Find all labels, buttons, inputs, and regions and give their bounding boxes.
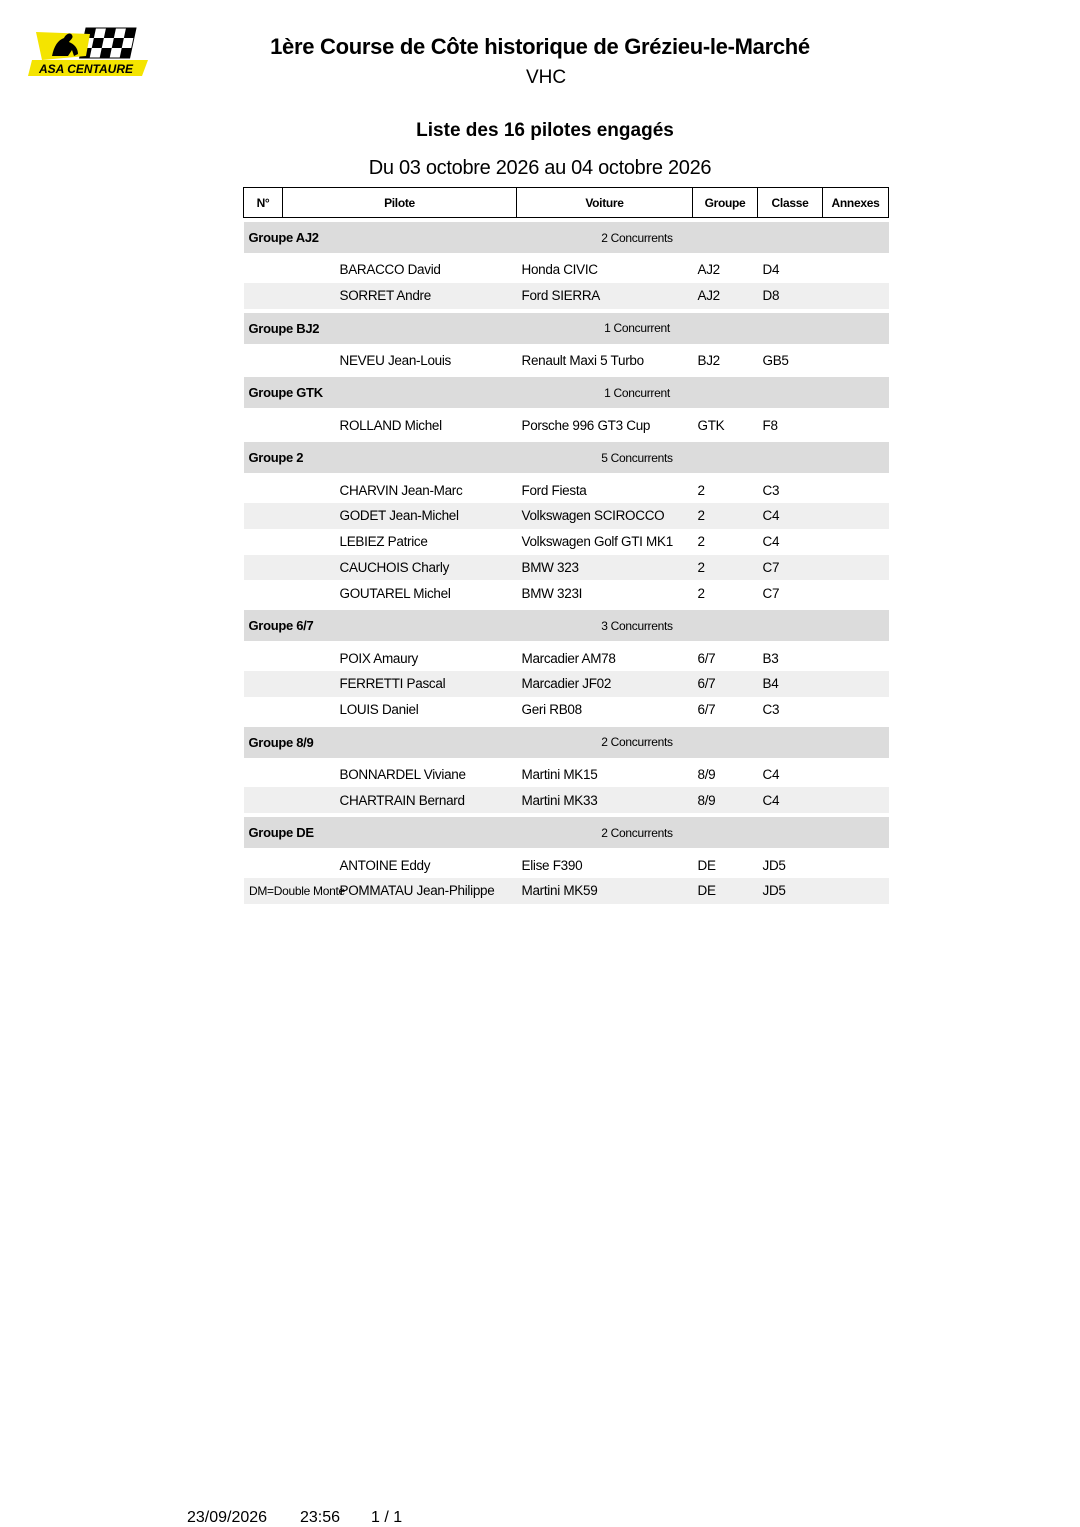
cell-annexes	[823, 580, 889, 606]
cell-groupe: 2	[693, 555, 758, 581]
table-row	[244, 787, 889, 813]
page-subtitle: VHC	[525, 67, 567, 88]
footer-date: 23/09/2026	[187, 1509, 268, 1526]
cell-number	[244, 645, 283, 671]
group-count: 2 Concurrents	[517, 222, 758, 253]
cell-pilote: ROLLAND Michel	[339, 417, 442, 433]
cell-voiture: Marcadier AM78	[521, 650, 616, 666]
cell-annexes	[823, 697, 889, 723]
col-header-classe: Classe	[758, 188, 823, 218]
cell-classe: C3	[762, 482, 780, 498]
cell-number	[244, 787, 283, 813]
table-row	[244, 283, 889, 309]
cell-groupe: 2	[697, 482, 705, 498]
cell-number	[244, 348, 283, 374]
entries-table	[243, 187, 888, 904]
group-count: 1 Concurrent	[517, 377, 758, 408]
cell-pilote: GOUTAREL Michel	[339, 585, 451, 601]
cell-groupe: 6/7	[697, 650, 716, 666]
cell-pilote: NEVEU Jean-Louis	[339, 352, 452, 368]
cell-voiture: Ford SIERRA	[517, 283, 693, 309]
cell-groupe: 2	[693, 503, 758, 529]
group-name: Groupe DE	[244, 817, 517, 848]
cell-voiture: Martini MK59	[517, 878, 693, 904]
footer-page: 1 / 1	[371, 1509, 403, 1526]
group-filler	[758, 727, 889, 758]
logo-text: ASA CENTAURE	[38, 62, 134, 76]
cell-annexes	[823, 878, 889, 904]
cell-classe: JD5	[762, 857, 786, 873]
footer-time: 23:56	[300, 1509, 341, 1526]
cell-classe: C4	[762, 766, 780, 782]
table-row	[244, 580, 889, 606]
group-count: 5 Concurrents	[517, 442, 758, 473]
cell-classe: GB5	[762, 352, 789, 368]
cell-pilote: CAUCHOIS Charly	[283, 555, 517, 581]
cell-voiture: Martini MK33	[517, 787, 693, 813]
group-header-row	[244, 727, 889, 758]
cell-number	[244, 671, 283, 697]
cell-groupe: AJ2	[693, 283, 758, 309]
cell-voiture: BMW 323	[517, 555, 693, 581]
cell-number	[244, 852, 283, 878]
cell-annexes	[823, 787, 889, 813]
cell-annexes	[823, 503, 889, 529]
cell-annexes	[823, 852, 889, 878]
cell-annexes	[823, 671, 889, 697]
table-row	[244, 257, 889, 283]
table-row	[244, 555, 889, 581]
cell-groupe: 6/7	[697, 702, 716, 718]
col-header-number: N°	[244, 188, 283, 218]
cell-pilote: SORRET Andre	[283, 283, 517, 309]
cell-voiture: BMW 323I	[521, 585, 583, 601]
group-header-row	[244, 313, 889, 344]
group-name: Groupe 2	[244, 442, 517, 473]
cell-pilote: FERRETTI Pascal	[283, 671, 517, 697]
cell-pilote: BARACCO David	[339, 262, 441, 278]
group-filler	[758, 313, 889, 344]
cell-number	[244, 529, 283, 555]
page-title: 1ère Course de Côte historique de Grézieu-le-Marché	[270, 34, 810, 59]
cell-number	[244, 477, 283, 503]
cell-groupe: 2	[697, 534, 705, 550]
cell-voiture: Ford Fiesta	[521, 482, 587, 498]
cell-groupe: 8/9	[693, 787, 758, 813]
col-header-groupe: Groupe	[693, 188, 758, 218]
group-name: Groupe GTK	[244, 377, 517, 408]
cell-annexes	[823, 412, 889, 438]
cell-annexes	[823, 348, 889, 374]
group-count: 2 Concurrents	[517, 817, 758, 848]
cell-voiture: Marcadier JF02	[517, 671, 693, 697]
cell-classe: C7	[758, 555, 823, 581]
cell-classe: C3	[762, 702, 780, 718]
event-dates: Du 03 octobre 2026 au 04 octobre 2026	[368, 157, 712, 179]
cell-classe: F8	[762, 417, 778, 433]
cell-classe: B3	[762, 650, 779, 666]
group-count: 1 Concurrent	[517, 313, 758, 344]
cell-annexes	[823, 477, 889, 503]
cell-voiture: Elise F390	[521, 857, 583, 873]
cell-groupe: BJ2	[697, 352, 720, 368]
cell-voiture: Porsche 996 GT3 Cup	[521, 417, 651, 433]
table-row	[244, 852, 889, 878]
cell-number	[244, 503, 283, 529]
cell-annexes	[823, 645, 889, 671]
table-row	[244, 503, 889, 529]
table-body	[244, 218, 889, 904]
group-header-row	[244, 610, 889, 641]
list-title: Liste des 16 pilotes engagés	[416, 120, 674, 141]
cell-groupe: 8/9	[697, 766, 716, 782]
cell-groupe: DE	[693, 878, 758, 904]
table-row	[244, 529, 889, 555]
cell-classe: C7	[762, 585, 780, 601]
col-header-pilote: Pilote	[283, 188, 517, 218]
cell-annexes	[823, 762, 889, 788]
cell-number	[244, 283, 283, 309]
group-filler	[758, 442, 889, 473]
cell-pilote: POMMATAU Jean-Philippe	[283, 878, 517, 904]
cell-pilote: POIX Amaury	[339, 650, 418, 666]
group-name: Groupe 6/7	[244, 610, 517, 641]
col-header-voiture: Voiture	[517, 188, 693, 218]
cell-pilote: CHARVIN Jean-Marc	[339, 482, 463, 498]
col-header-annexes: Annexes	[823, 188, 889, 218]
table-row	[244, 348, 889, 374]
cell-number	[244, 697, 283, 723]
group-count: 2 Concurrents	[517, 727, 758, 758]
cell-number	[244, 762, 283, 788]
table-row	[244, 477, 889, 503]
cell-pilote: CHARTRAIN Bernard	[283, 787, 517, 813]
cell-classe: JD5	[758, 878, 823, 904]
cell-voiture: Geri RB08	[521, 702, 582, 718]
cell-groupe: GTK	[697, 417, 725, 433]
group-header-row	[244, 222, 889, 253]
cell-voiture: Martini MK15	[521, 766, 598, 782]
group-header-row	[244, 442, 889, 473]
cell-groupe: AJ2	[697, 262, 720, 278]
group-filler	[758, 817, 889, 848]
table-row	[244, 645, 889, 671]
group-name: Groupe AJ2	[244, 222, 517, 253]
cell-classe: D8	[758, 283, 823, 309]
table-row	[244, 762, 889, 788]
cell-annexes	[823, 529, 889, 555]
cell-classe: C4	[758, 787, 823, 813]
table-row	[244, 412, 889, 438]
group-header-row	[244, 377, 889, 408]
cell-pilote: BONNARDEL Viviane	[339, 766, 466, 782]
group-filler	[758, 610, 889, 641]
table-header-row	[244, 188, 889, 218]
cell-classe: C4	[758, 503, 823, 529]
cell-classe: C4	[762, 534, 780, 550]
cell-pilote: GODET Jean-Michel	[283, 503, 517, 529]
group-name: Groupe 8/9	[244, 727, 517, 758]
group-header-row	[244, 817, 889, 848]
cell-groupe: 2	[697, 585, 705, 601]
cell-classe: D4	[762, 262, 780, 278]
cell-voiture: Volkswagen SCIROCCO	[517, 503, 693, 529]
cell-number	[244, 257, 283, 283]
group-filler	[758, 222, 889, 253]
cell-pilote: ANTOINE Eddy	[339, 857, 431, 873]
cell-number	[244, 412, 283, 438]
cell-pilote: LOUIS Daniel	[339, 702, 419, 718]
cell-groupe: 6/7	[693, 671, 758, 697]
cell-number	[244, 555, 283, 581]
cell-voiture: Honda CIVIC	[521, 262, 598, 278]
cell-pilote: LEBIEZ Patrice	[339, 534, 428, 550]
cell-voiture: Renault Maxi 5 Turbo	[521, 352, 644, 368]
group-count: 3 Concurrents	[517, 610, 758, 641]
table-row	[244, 697, 889, 723]
cell-annexes	[823, 555, 889, 581]
cell-groupe: DE	[697, 857, 716, 873]
table-row	[244, 671, 889, 697]
cell-annexes	[823, 257, 889, 283]
cell-voiture: Volkswagen Golf GTI MK1	[521, 534, 673, 550]
cell-annexes	[823, 283, 889, 309]
group-name: Groupe BJ2	[244, 313, 517, 344]
footnote: DM=Double Monte	[249, 884, 345, 898]
cell-classe: B4	[758, 671, 823, 697]
cell-number	[244, 580, 283, 606]
group-filler	[758, 377, 889, 408]
